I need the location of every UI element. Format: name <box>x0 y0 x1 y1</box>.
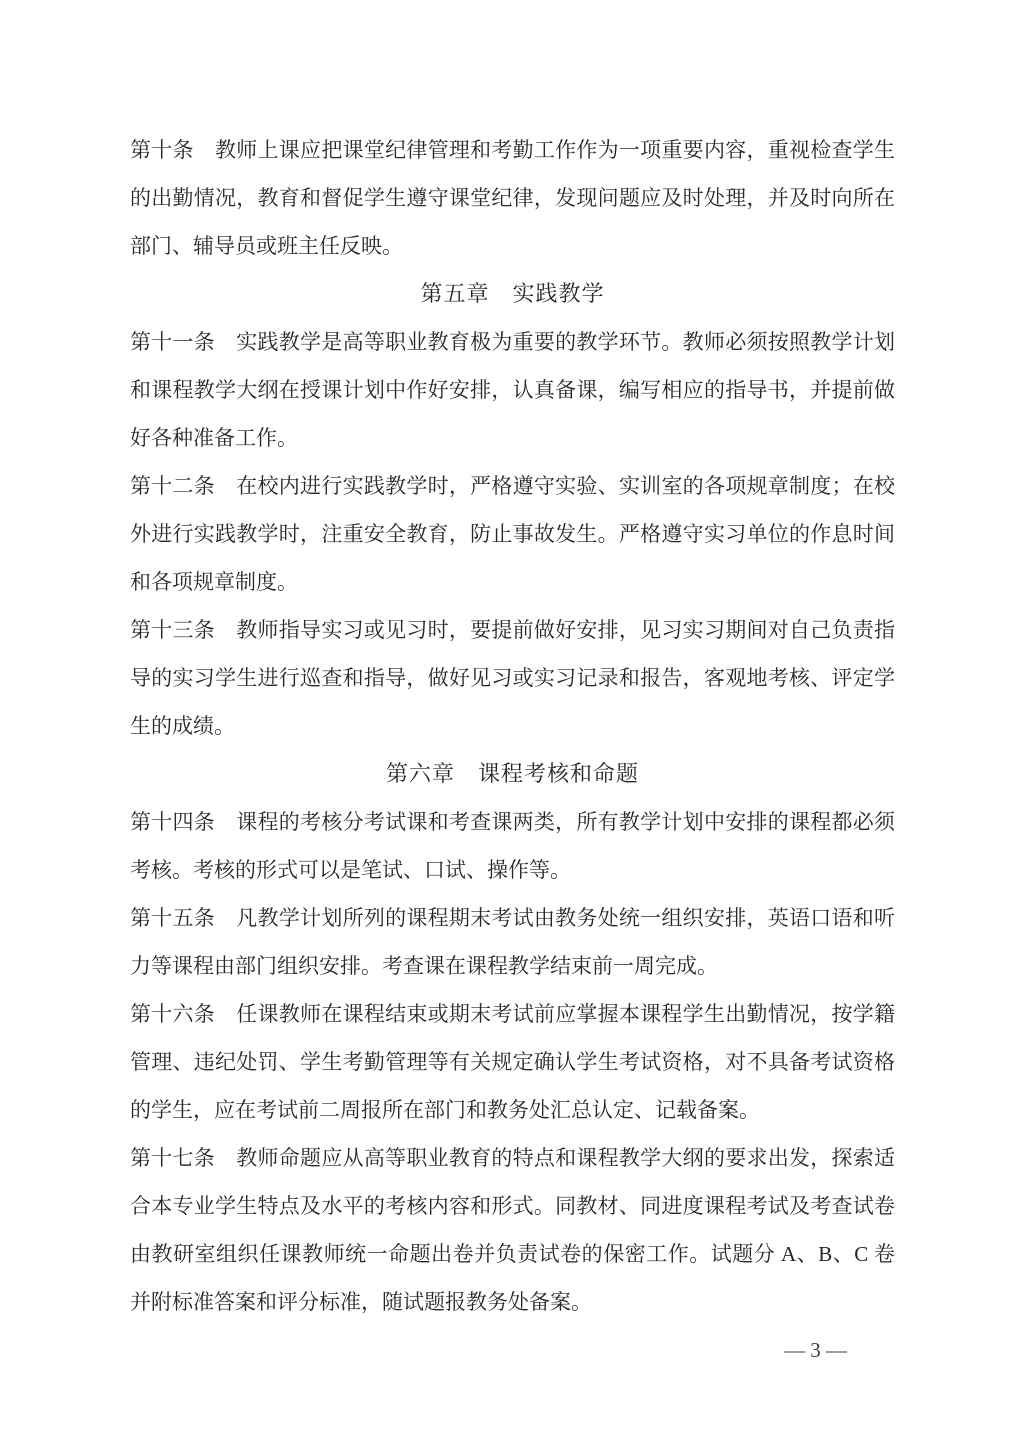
chapter-6-heading: 第六章 课程考核和命题 <box>385 761 639 786</box>
article-14-paragraph: 第十四条 课程的考核分考试课和考查课两类，所有教学计划中安排的课程都必须考核。考核的形式可以是笔试、口试、操作等。 <box>130 810 895 882</box>
article-11-paragraph: 第十一条 实践教学是高等职业教育极为重要的教学环节。教师必须按照教学计划和课程教学大纲在授课计划中作好安排，认真备课，编写相应的指导书，并提前做好各种准备工作。 <box>130 330 895 450</box>
article-13-paragraph: 第十三条 教师指导实习或见习时，要提前做好安排，见习实习期间对自己负责指导的实习学生进行巡查和指导，做好见习或实习记录和报告，客观地考核、评定学生的成绩。 <box>130 618 895 738</box>
article-10-paragraph: 第十条 教师上课应把课堂纪律管理和考勤工作作为一项重要内容，重视检查学生的出勤情况，教育和督促学生遵守课堂纪律，发现问题应及时处理，并及时向所在部门、辅导员或班主任反映。 <box>130 138 895 258</box>
article-17-paragraph: 第十七条 教师命题应从高等职业教育的特点和课程教学大纲的要求出发，探索适合本专业学生特点及水平的考核内容和形式。同教材、同进度课程考试及考查试卷由教研室组织任课教师统一命题出卷并负责试卷的保密工作。试题分 A、B、C 卷并附标准答案和评分标准，随试题报教务处备案。 <box>130 1146 895 1314</box>
article-15-paragraph: 第十五条 凡教学计划所列的课程期末考试由教务处统一组织安排，英语口语和听力等课程由部门组织安排。考查课在课程教学结束前一周完成。 <box>130 906 895 978</box>
document-body <box>130 126 895 1374</box>
page-number: — 3 — <box>784 1338 847 1362</box>
chapter-5-heading: 第五章 实践教学 <box>420 281 605 306</box>
article-16-paragraph: 第十六条 任课教师在课程结束或期末考试前应掌握本课程学生出勤情况，按学籍管理、违纪处罚、学生考勤管理等有关规定确认学生考试资格，对不具备考试资格的学生，应在考试前二周报所在部门和教务处汇总认定、记载备案。 <box>130 1002 895 1122</box>
article-12-paragraph: 第十二条 在校内进行实践教学时，严格遵守实验、实训室的各项规章制度；在校外进行实践教学时，注重安全教育，防止事故发生。严格遵守实习单位的作息时间和各项规章制度。 <box>130 474 895 594</box>
